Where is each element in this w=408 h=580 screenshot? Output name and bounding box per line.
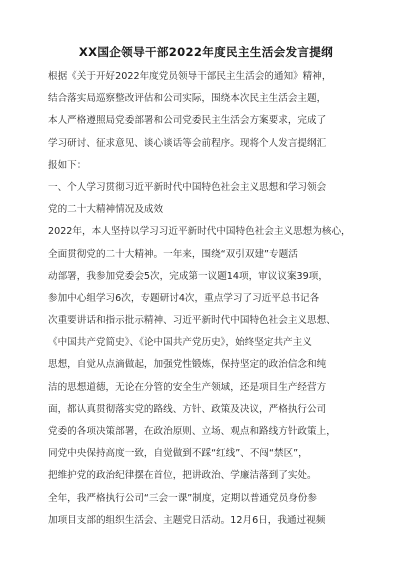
body-line: 动部署，我参加党委会5次，完成第一议题14项，审议议案39项， [48, 270, 328, 282]
document-body [48, 66, 364, 532]
body-line: 《中国共产党简史》、《论中国共产党历史》，始终坚定共产主义 [48, 337, 312, 349]
body-line: 根据《关于开好2022年度党员领导干部民主生活会的通知》精神， [48, 71, 332, 82]
document-title: XX国企领导干部2022年度民主生活会发言提纲 [78, 45, 334, 59]
body-line: 洁的思想道德，无论在分管的安全生产领域，还是项目生产经营方 [48, 381, 327, 393]
section-heading-line: 一、个人学习贯彻习近平新时代中国特色社会主义思想和学习领会 [48, 181, 327, 193]
body-line: 报如下： [48, 159, 87, 171]
body-line: 学习研讨、征求意见、谈心谈话等会前程序。现将个人发言提纲汇 [48, 137, 327, 149]
body-line: 把维护党的政治纪律摆在首位，把讲政治、学廉洁落到了实处。 [48, 470, 317, 482]
body-line: 参加中心组学习6次，专题研讨4次，重点学习了习近平总书记各 [48, 292, 320, 304]
body-line: 加项目支部的组织生活会、主题党日活动。12月6日，我通过视频 [48, 514, 326, 526]
body-line: 全面贯彻党的二十大精神。一年来，围绕“双引双建”专题活 [48, 248, 298, 260]
body-line: 本人严格遵照局党委部署和公司党委民主生活会方案要求，完成了 [48, 115, 327, 127]
body-line: 结合落实局巡察整改评估和公司实际，围绕本次民主生活会主题， [48, 93, 327, 105]
body-line: 2022年，本人坚持以学习习近平新时代中国特色社会主义思想为核心， [48, 226, 351, 238]
body-line: 思想，自觉从点滴做起，加强党性锻炼，保持坚定的政治信念和纯 [48, 359, 327, 371]
body-line: 全年，我严格执行公司“三会一课”制度，定期以普通党员身份参 [48, 492, 317, 504]
body-line: 同党中央保持高度一致，自觉做到不踩“红线”、不闯“禁区”， [48, 448, 308, 460]
body-line: 次重要讲话和指示批示精神、习近平新时代中国特色社会主义思想、 [48, 315, 336, 327]
section-heading-line: 党的二十大精神情况及成效 [48, 204, 164, 216]
body-line: 党委的各项决策部署，在政治原则、立场、观点和路线方针政策上， [48, 426, 336, 437]
body-line: 面，都认真贯彻落实党的路线、方针、政策及决议，严格执行公司 [48, 403, 327, 415]
